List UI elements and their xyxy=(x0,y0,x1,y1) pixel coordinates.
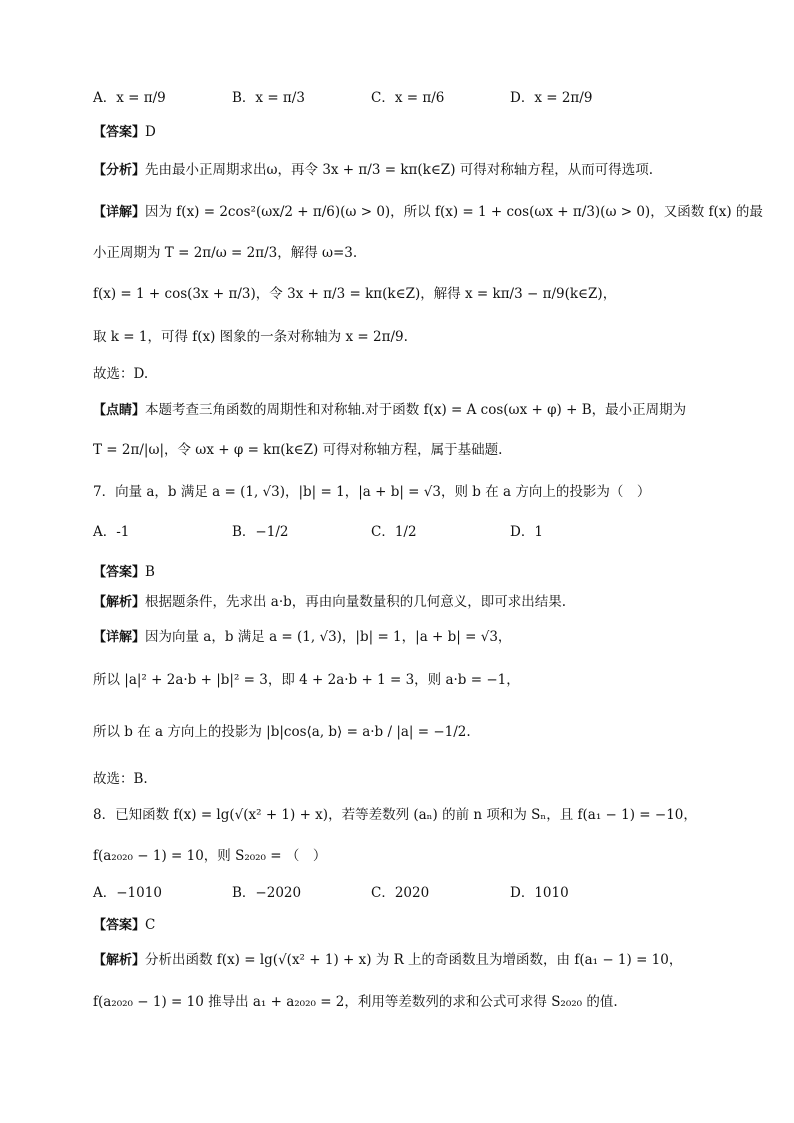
q7-analysis-line xyxy=(93,592,734,613)
q6-comment-line-2: T = 2π/|ω|，令 ωx + φ = kπ(k∈Z) 可得对称轴方程，属于基础题. xyxy=(93,442,503,458)
q8-analysis-line-1 xyxy=(93,950,734,971)
q8-answer-line xyxy=(93,915,734,936)
q8-stem-line-1: 8．已知函数 f(x) = lg(√(x² + 1) + x)，若等差数列 (aₙ) 的前 n 项和为 Sₙ，且 f(a₁ − 1) = −10， xyxy=(93,807,697,823)
q7-detail-line-3: 所以 b 在 a 方向上的投影为 |b|cos⟨a, b⟩ = a·b / |a| = −1/2. xyxy=(93,724,471,740)
q8-option-a: A．−1010 xyxy=(93,885,162,901)
answer-tag: 【答案】 xyxy=(93,125,146,140)
q6-detail-line-4: 取 k = 1，可得 f(x) 图象的一条对称轴为 x = 2π/9. xyxy=(93,329,408,345)
q7-stem: 7．向量 a，b 满足 a = (1, √3)，|b| = 1，|a + b| = √3，则 b 在 a 方向上的投影为（ ） xyxy=(93,484,651,500)
q7-detail-line-1 xyxy=(93,627,734,648)
q6-option-a: A．x = π/9 xyxy=(93,90,166,106)
q6-option-b: B．x = π/3 xyxy=(232,90,305,106)
q8-stem-line-2: f(a₂₀₂₀ − 1) = 10，则 S₂₀₂₀ = （ ） xyxy=(93,848,327,864)
q7-detail-line-2: 所以 |a|² + 2a·b + |b|² = 3，即 4 + 2a·b + 1 = 3，则 a·b = −1， xyxy=(93,672,520,688)
q8-option-b: B．−2020 xyxy=(232,885,302,901)
q6-answer: D xyxy=(145,124,156,140)
answer-tag: 【答案】 xyxy=(93,918,146,933)
q6-comment-1: 本题考查三角函数的周期性和对称轴.对于函数 f(x) = A cos(ωx + φ) + B，最小正周期为 xyxy=(145,402,687,418)
answer-tag: 【答案】 xyxy=(93,565,146,580)
q7-option-a: A．-1 xyxy=(93,524,130,540)
detail-tag: 【详解】 xyxy=(93,630,146,645)
q7-option-d: D．1 xyxy=(510,524,543,540)
q7-answer: B xyxy=(145,564,155,580)
q6-answer-line xyxy=(93,122,734,143)
q6-detail-line-2: 小正周期为 T = 2π/ω = 2π/3，解得 ω=3. xyxy=(93,245,358,261)
q6-detail-line-3: f(x) = 1 + cos(3x + π/3)，令 3x + π/3 = kπ(k∈Z)，解得 x = kπ/3 − π/9(k∈Z)， xyxy=(93,286,617,302)
analysis-tag: 【解析】 xyxy=(93,953,146,968)
comment-tag: 【点睛】 xyxy=(93,403,146,418)
q8-option-d: D．1010 xyxy=(510,885,569,901)
q7-answer-line xyxy=(93,562,734,583)
q6-detail-line-1 xyxy=(93,202,763,223)
q8-answer: C xyxy=(145,917,156,933)
q8-analysis-line-2: f(a₂₀₂₀ − 1) = 10 推导出 a₁ + a₂₀₂₀ = 2，利用等差数列的求和公式可求得 S₂₀₂₀ 的值. xyxy=(93,994,618,1010)
q6-comment-line-1 xyxy=(93,400,734,421)
analysis-tag: 【分析】 xyxy=(93,163,146,178)
q8-analysis-1: 分析出函数 f(x) = lg(√(x² + 1) + x) 为 R 上的奇函数且为增函数，由 f(a₁ − 1) = 10， xyxy=(145,952,683,968)
analysis-tag: 【解析】 xyxy=(93,595,146,610)
q6-option-d: D．x = 2π/9 xyxy=(510,90,593,106)
q6-detail-1: 因为 f(x) = 2cos²(ωx/2 + π/6)(ω > 0)，所以 f(x) = 1 + cos(ωx + π/3)(ω > 0)，又函数 f(x) 的最 xyxy=(145,204,763,220)
q6-option-c: C．x = π/6 xyxy=(371,90,445,106)
q6-analysis-line xyxy=(93,160,734,181)
q8-option-c: C．2020 xyxy=(371,885,430,901)
detail-tag: 【详解】 xyxy=(93,205,146,220)
q7-option-c: C．1/2 xyxy=(371,524,417,540)
q7-choose: 故选：B. xyxy=(93,771,148,787)
q6-choose: 故选：D. xyxy=(93,366,149,382)
q7-option-b: B．−1/2 xyxy=(232,524,289,540)
q6-analysis: 先由最小正周期求出ω，再令 3x + π/3 = kπ(k∈Z) 可得对称轴方程，从而可得选项. xyxy=(145,162,654,178)
q7-analysis: 根据题条件，先求出 a·b，再由向量数量积的几何意义，即可求出结果. xyxy=(145,594,567,610)
q7-detail-1: 因为向量 a，b 满足 a = (1, √3)，|b| = 1，|a + b| = √3， xyxy=(145,629,512,645)
